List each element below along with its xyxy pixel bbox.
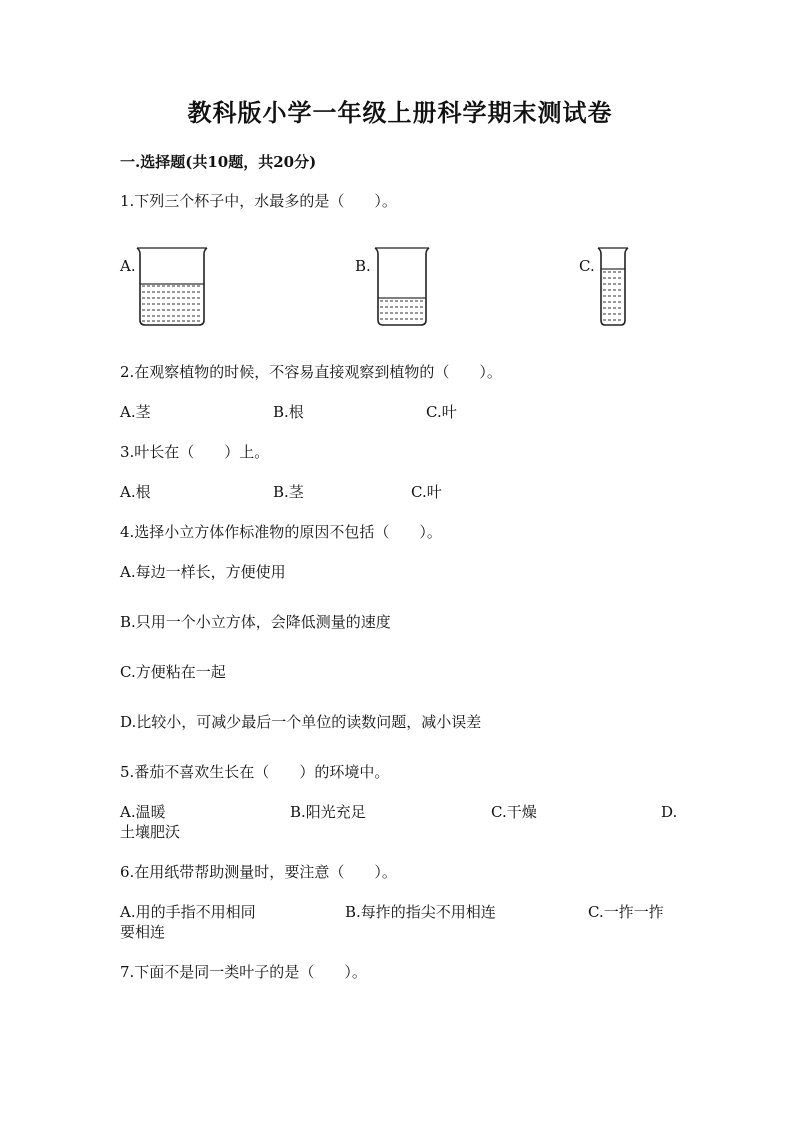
- question-4-stem: 4.选择小立方体作标准物的原因不包括（ ）。: [120, 523, 442, 541]
- question-3-stem: 3.叶长在（ ）上。: [120, 443, 270, 461]
- question-4-option-d: D.比较小，可减少最后一个单位的读数问题，减小误差: [120, 713, 482, 731]
- question-6-option-c-text: 要相连: [120, 923, 166, 941]
- beaker-a-illustration: [136, 246, 208, 328]
- section-heading: 一.选择题(共10题，共20分): [120, 153, 317, 171]
- question-7-stem: 7.下面不是同一类叶子的是（ ）。: [120, 963, 367, 981]
- page-title: 教科版小学一年级上册科学期末测试卷: [187, 98, 613, 127]
- beaker-c-illustration: [597, 246, 629, 328]
- question-2-option-c: C.叶: [426, 403, 457, 421]
- question-6-stem: 6.在用纸带帮助测量时，要注意（ ）。: [120, 863, 397, 881]
- beaker-b-water: [380, 301, 424, 319]
- question-6-option-c: C.一拃一拃: [588, 903, 664, 921]
- question-4-option-c: C.方便粘在一起: [120, 663, 226, 681]
- question-5-option-d-text: 土壤肥沃: [120, 823, 181, 841]
- question-4-option-a: A.每边一样长，方便使用: [120, 563, 286, 581]
- question-1-option-a-label: A.: [120, 257, 136, 275]
- beaker-a-water: [142, 286, 202, 321]
- question-3-option-a: A.根: [120, 483, 151, 501]
- question-1-option-c-label: C.: [579, 257, 595, 275]
- question-5-stem: 5.番茄不喜欢生长在（ ）的环境中。: [120, 763, 390, 781]
- question-6-option-a: A.用的手指不用相同: [120, 903, 256, 921]
- question-5-option-a: A.温暖: [120, 803, 166, 821]
- beaker-b-illustration: [374, 246, 430, 328]
- question-5-option-c: C.干燥: [491, 803, 537, 821]
- question-4-option-b: B.只用一个小立方体，会降低测量的速度: [120, 613, 391, 631]
- question-1-stem: 1.下列三个杯子中，水最多的是（ ）。: [120, 192, 397, 210]
- question-6-option-b: B.每拃的指尖不用相连: [345, 903, 496, 921]
- beaker-c-water: [603, 272, 623, 320]
- question-5-option-b: B.阳光充足: [290, 803, 366, 821]
- question-2-option-a: A.茎: [120, 403, 151, 421]
- question-3-option-c: C.叶: [411, 483, 442, 501]
- question-1-option-b-label: B.: [355, 257, 371, 275]
- question-5-option-d: D.: [661, 803, 678, 821]
- question-2-stem: 2.在观察植物的时候，不容易直接观察到植物的（ ）。: [120, 363, 502, 381]
- question-2-option-b: B.根: [273, 403, 304, 421]
- question-3-option-b: B.茎: [273, 483, 304, 501]
